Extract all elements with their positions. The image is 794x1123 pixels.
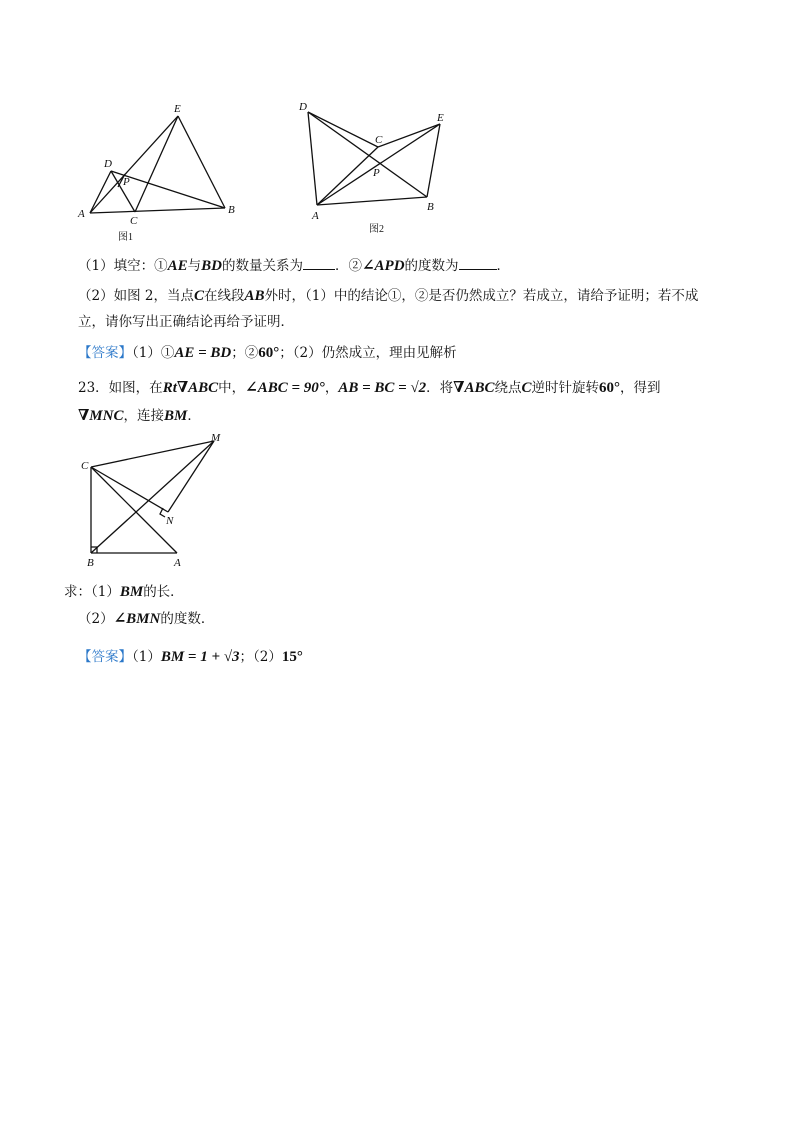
fig2-caption: 图2 [369, 224, 384, 235]
q23-text-e: 逆时针旋转 [531, 380, 599, 396]
fig1-label-p: P [123, 176, 130, 188]
math-bm-ask: BM [119, 584, 144, 600]
fig2-label-e: E [437, 112, 444, 124]
ans22-a: （1）① [132, 345, 175, 361]
ask-text-a: 求：（1） [64, 584, 120, 600]
math-bd: BD [201, 258, 222, 274]
math-15deg: 15° [281, 649, 303, 665]
ans22-c: ；（2）仍然成立，理由见解析 [279, 345, 457, 361]
math-ae: AE [167, 258, 188, 274]
q23-text-b: 中， [218, 380, 246, 396]
fig1-label-d: D [104, 158, 112, 170]
fig2-label-c: C [375, 134, 383, 146]
ans22-b: ；② [231, 345, 259, 361]
fig2-label-d: D [299, 101, 307, 113]
q2-text-b: 在线段 [204, 288, 245, 304]
fig3-label-b: B [87, 557, 94, 569]
math-60deg: 60° [258, 345, 280, 361]
figure-1 [78, 100, 238, 245]
ans23-b: ；（2） [239, 649, 282, 665]
q2-text-a: （2）如图 2，当点 [78, 288, 194, 304]
math-ab: AB [244, 288, 265, 304]
q23-text-l2c: ． [187, 408, 201, 424]
q2-text-c: 外时，（1）中的结论①，②是否仍然成立？若成立，请给予证明；若不成 [264, 288, 699, 304]
ask-text-l2a: （2） [78, 611, 114, 627]
answer-blank-1 [303, 255, 335, 270]
fig3-label-a: A [174, 557, 181, 569]
answer-23-line [78, 647, 303, 667]
q1-dot: ．② [334, 258, 362, 274]
math-tri-abc: ∇ABC [453, 380, 495, 396]
fig1-caption: 图1 [118, 232, 133, 243]
q1-prefix: （1）填空：① [78, 258, 168, 274]
answer-blank-2 [459, 255, 497, 270]
ask-text-b: 的长． [143, 584, 184, 600]
fig3-label-n: N [166, 515, 174, 527]
math-c: C [193, 288, 204, 304]
q1-rel-text: 的数量关系为 [221, 258, 303, 274]
fig2-label-b: B [427, 201, 434, 213]
question-2-line-1 [78, 286, 698, 306]
answer-tag: 【答案】 [78, 345, 132, 361]
math-ab-bc: AB = BC = √2 [338, 380, 427, 396]
ask-line-2 [78, 609, 214, 629]
q23-text-c: ．将 [426, 380, 454, 396]
q23-text-a: 23．如图，在 [78, 380, 163, 396]
fig1-label-e: E [174, 103, 181, 115]
math-rt-abc: Rt∇ABC [162, 380, 219, 396]
figure-3 [78, 428, 238, 573]
q23-text-f: ，得到 [620, 380, 661, 396]
math-angle-abc: ∠ABC = 90° [245, 380, 325, 396]
ask-line-1 [64, 582, 184, 602]
math-rot-60: 60° [599, 380, 620, 396]
math-ae-eq-bd: AE = BD [174, 345, 232, 361]
q23-text-l2b: ，连接 [123, 408, 164, 424]
figure-1-diagram [78, 100, 238, 245]
math-angle-bmn: ∠BMN [113, 611, 161, 627]
question-2-line-2 [78, 312, 294, 332]
ans23-a: （1） [132, 649, 161, 665]
math-bm-eq: BM = 1 + √3 [160, 649, 240, 665]
figure-2 [296, 97, 456, 242]
figure-3-diagram [78, 428, 238, 573]
fig1-label-a: A [78, 208, 85, 220]
q1-end: ． [496, 258, 511, 274]
figure-2-diagram [296, 97, 456, 242]
ask-text-l2b: 的度数． [160, 611, 215, 627]
math-apd: ∠APD [361, 258, 405, 274]
math-tri-mnc: ∇MNC [78, 408, 124, 424]
fig1-label-b: B [228, 204, 235, 216]
q2-text-l2: 立，请你写出正确结论再给予证明． [78, 314, 294, 330]
q1-deg-text: 的度数为 [404, 258, 459, 274]
answer-tag-23: 【答案】 [78, 649, 132, 665]
fig2-label-p: P [373, 167, 380, 179]
fig1-label-c: C [130, 215, 138, 227]
fig2-label-a: A [312, 210, 319, 222]
answer-22-line [78, 343, 457, 363]
question-1-line [78, 255, 510, 276]
q23-text-d: 绕点 [494, 380, 522, 396]
fig3-label-c: C [81, 460, 89, 472]
math-bm: BM [163, 408, 188, 424]
question-23-line-2 [78, 406, 201, 426]
q1-with: 与 [187, 258, 202, 274]
fig3-label-m: M [211, 432, 221, 444]
question-23-line-1 [78, 378, 661, 398]
math-point-c: C [521, 380, 532, 396]
q23-comma: ， [324, 380, 339, 396]
